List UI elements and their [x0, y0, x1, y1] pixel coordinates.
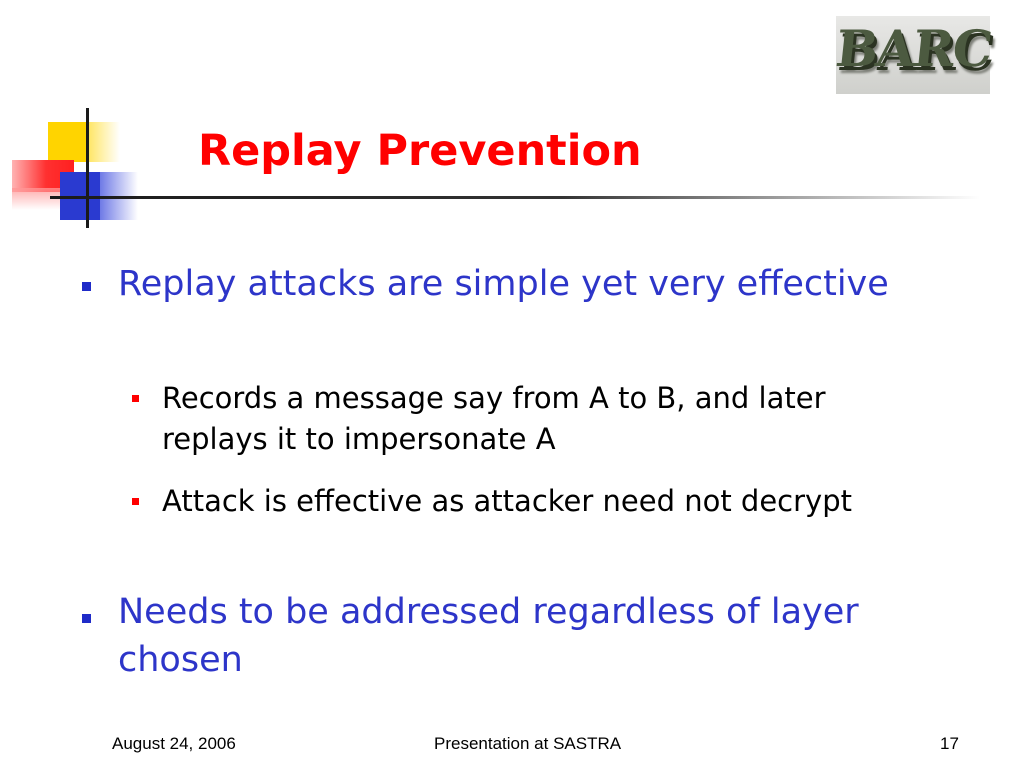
decor-vertical-line [86, 108, 89, 228]
footer-center: Presentation at SASTRA [434, 734, 622, 753]
barc-logo [832, 16, 994, 94]
decor-yellow-square [48, 122, 86, 162]
decor-red-fade [12, 188, 62, 210]
bullet-text: Replay attacks are simple yet very effective [118, 264, 889, 304]
bullet-marker [82, 282, 91, 291]
title-underline [50, 196, 980, 199]
sub-bullet-text: Records a message say from A to B, and later replays it to impersonate A [162, 381, 826, 456]
logo-text: BARC [832, 19, 994, 78]
bullet-marker [82, 614, 91, 623]
sub-bullet-text: Attack is effective as attacker need not decrypt [162, 484, 852, 518]
footer-page-number: 17 [940, 734, 959, 753]
sub-bullet-marker [132, 395, 139, 402]
bullet-text: Needs to be addressed regardless of layer chosen [118, 592, 859, 680]
sub-bullet-marker [132, 498, 139, 505]
decor-yellow-fade [86, 122, 120, 162]
slide-title: Replay Prevention [198, 126, 642, 176]
footer-date: August 24, 2006 [112, 734, 236, 753]
